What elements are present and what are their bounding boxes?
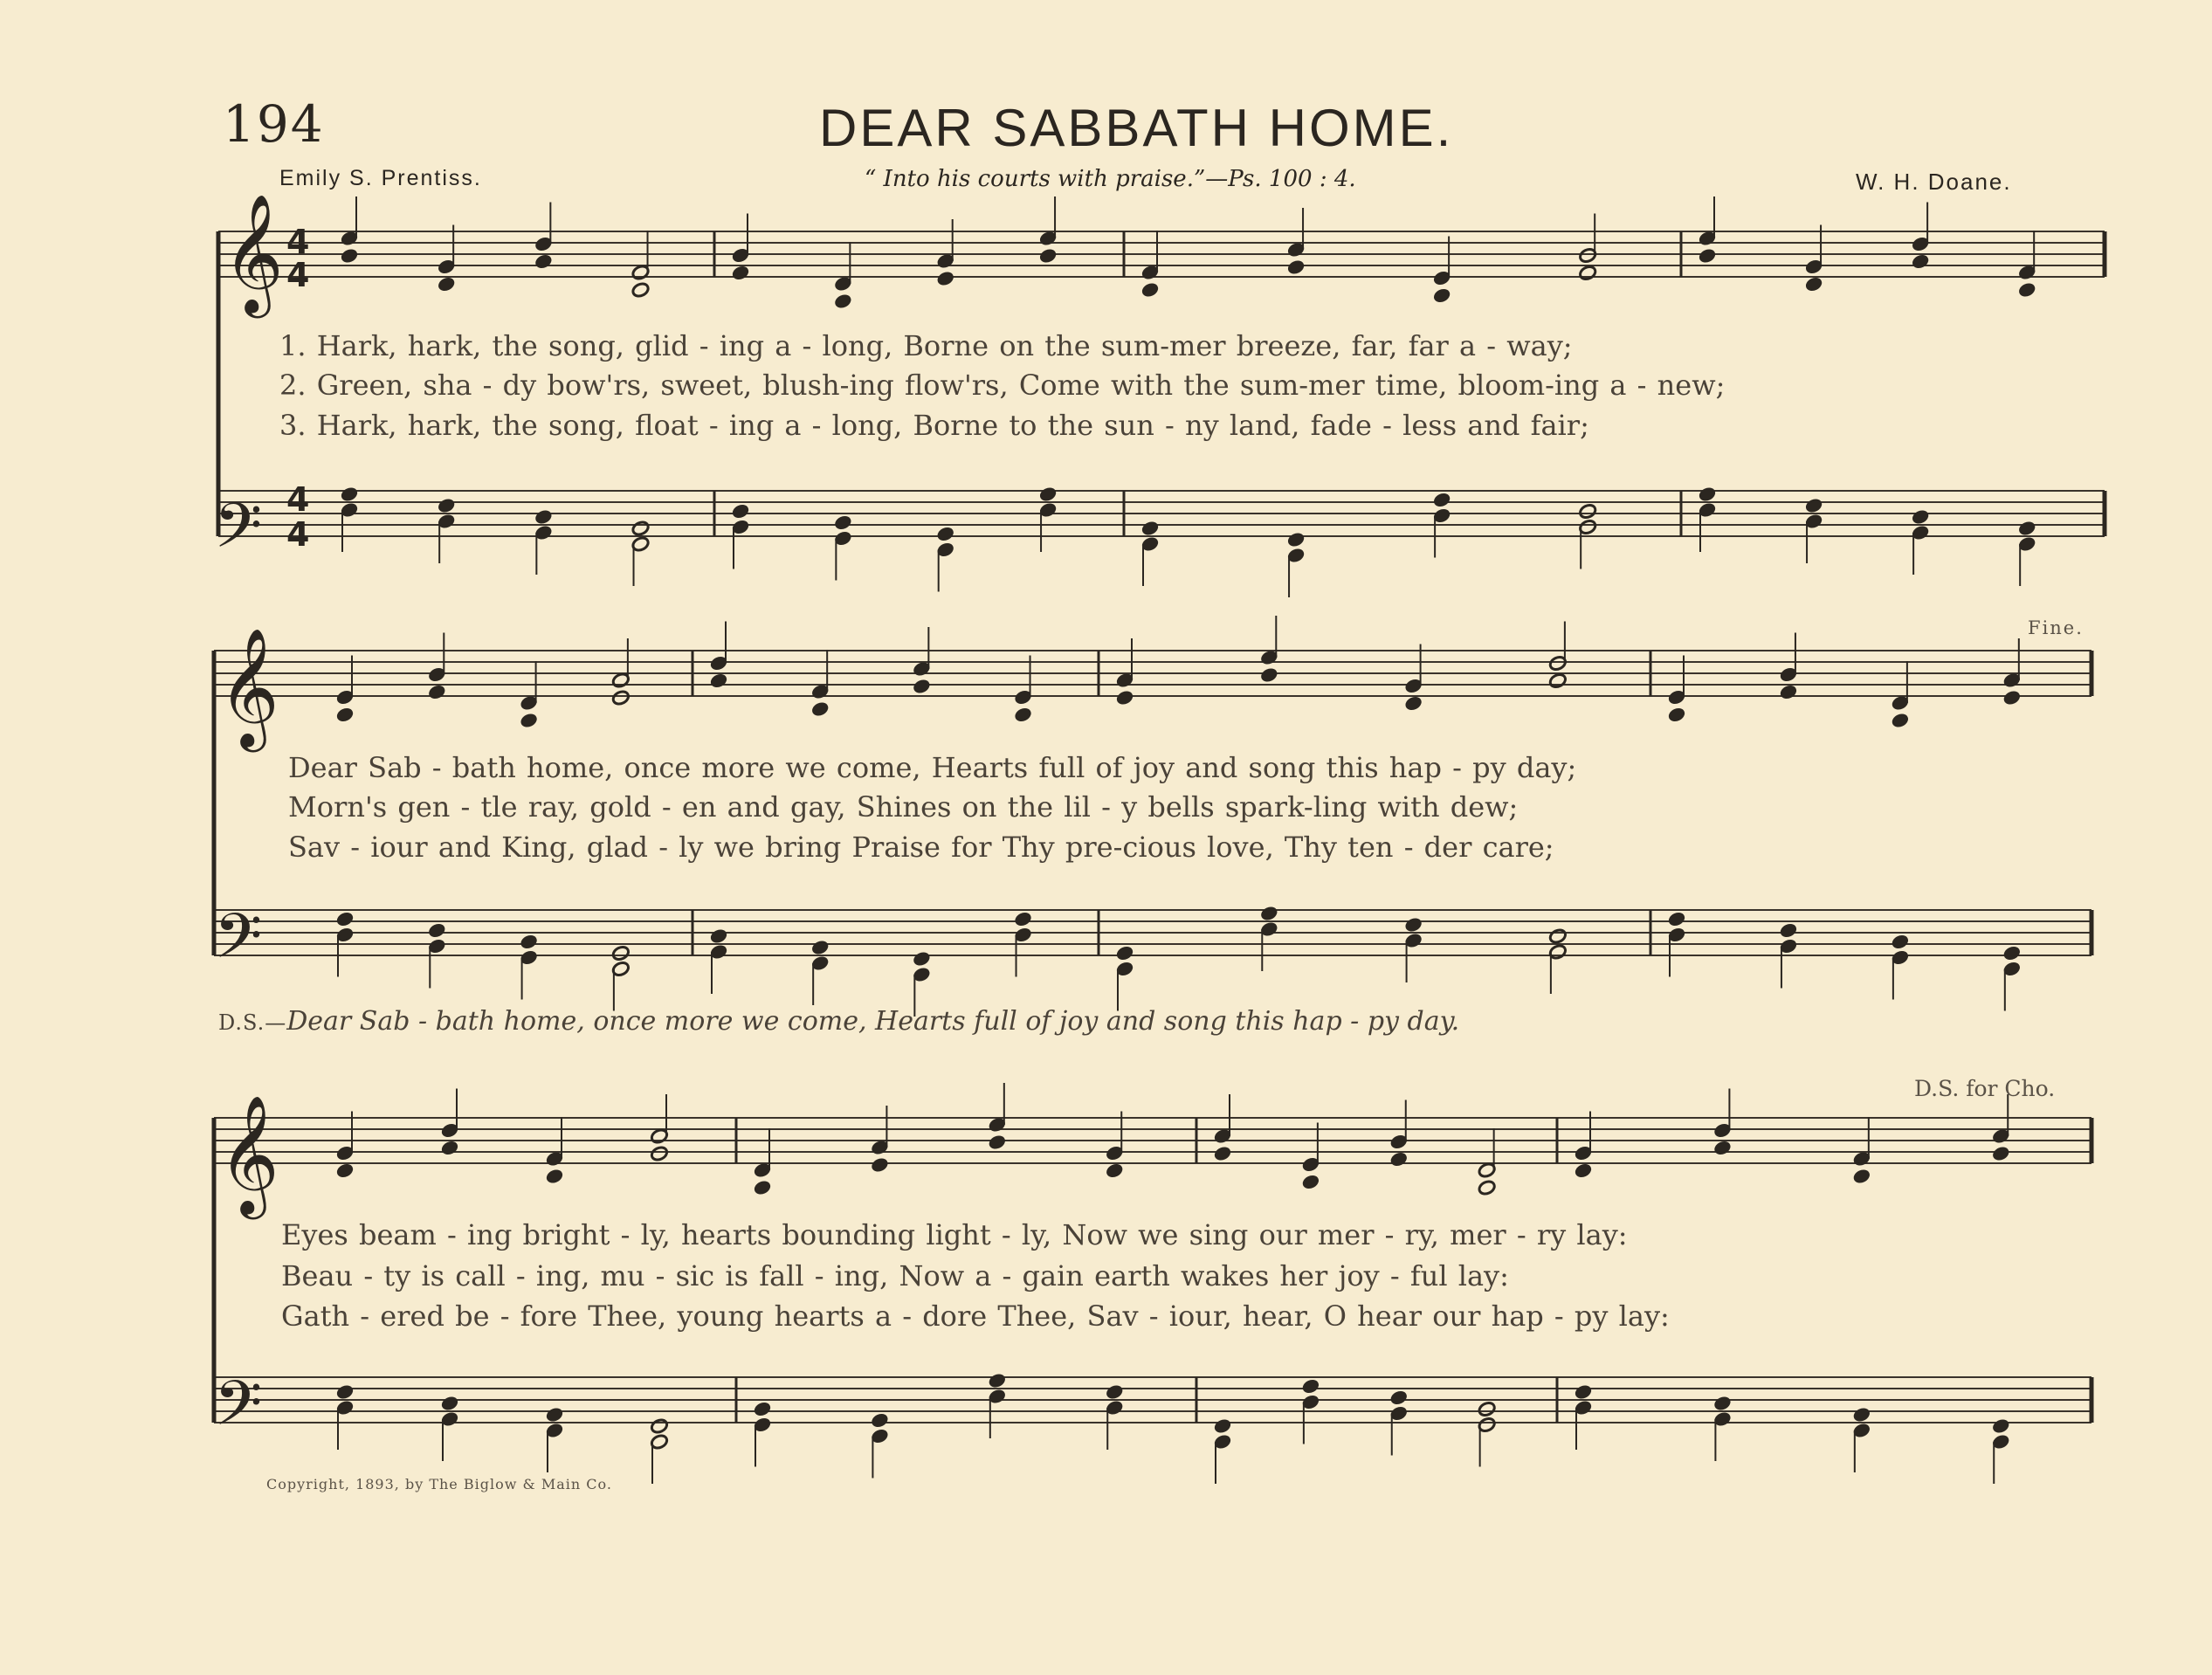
fine-marker: Fine. [2028, 617, 2084, 638]
note-head [1852, 1406, 1871, 1423]
ds-for-chorus: D.S. for Cho. [1914, 1076, 2056, 1101]
page-number: 194 [223, 94, 325, 154]
note-head [1140, 281, 1160, 298]
note-head [1578, 265, 1597, 281]
note-head [335, 1383, 355, 1400]
note-head [340, 247, 359, 264]
bass-clef-icon: 𝄢 [214, 490, 263, 577]
note-head [335, 1162, 355, 1179]
treble-clef-icon: 𝄞 [218, 1093, 279, 1214]
hymn-title: DEAR SABBATH HOME. [819, 99, 1454, 157]
verse-line: 2. Green, sha - dy bow'rs, sweet, blush-ing flow'rs, Come with the sum-mer time, bloom-ing a - new; [279, 369, 1726, 402]
note-head [810, 939, 830, 955]
verse-line: Morn's gen - tle ray, gold - en and gay, Shines on the lil - y bells spark-ling with dew; [288, 790, 1519, 824]
note-head [1213, 1145, 1232, 1161]
note-head [2002, 945, 2022, 962]
note-head [1852, 1168, 1871, 1184]
time-sig-bottom: 4 [286, 256, 310, 294]
note-head [1115, 689, 1134, 706]
note-head [1698, 247, 1717, 264]
note-head [1213, 1417, 1232, 1434]
note-head [1991, 1145, 2010, 1161]
note-head [988, 1372, 1007, 1389]
note-head [1804, 497, 1823, 514]
note-head [2017, 281, 2036, 298]
note-head [520, 934, 539, 950]
note-head [1105, 1383, 1124, 1400]
note-head [534, 253, 553, 270]
author-credit: Emily S. Prentiss. [279, 166, 482, 190]
note-head [335, 707, 355, 723]
note-head [631, 281, 651, 298]
treble-clef-icon: 𝄞 [223, 192, 284, 313]
note-head [1991, 1417, 2010, 1434]
note-head [731, 265, 750, 281]
note-head [520, 712, 539, 728]
note-head [1713, 1140, 1733, 1156]
note-head [810, 700, 830, 717]
composer-credit: W. H. Doane. [1856, 169, 2012, 195]
note-head [1432, 492, 1451, 508]
note-head [2017, 520, 2036, 536]
bass-clef-icon: 𝄢 [214, 900, 263, 988]
note-head [1014, 911, 1033, 927]
note-head [1548, 927, 1568, 944]
time-sig-top: 4 [286, 223, 310, 261]
note-head [1432, 287, 1451, 304]
note-head [1259, 666, 1278, 683]
note-head [611, 689, 631, 706]
note-head [1140, 520, 1160, 536]
note-head [1014, 707, 1033, 723]
note-head [427, 922, 446, 939]
note-head [1911, 253, 1930, 270]
note-head [1286, 531, 1306, 548]
note-head [936, 526, 955, 542]
note-head [650, 1417, 669, 1434]
verse-line: 3. Hark, hark, the song, float - ing a - long, Borne to the sun - ny land, fade - less and fair; [279, 409, 1589, 442]
note-head [871, 1156, 890, 1173]
verse-line: Sav - iour and King, glad - ly we bring Praise for Thy pre-cious love, Thy ten - der care; [288, 831, 1554, 864]
note-head [340, 486, 359, 502]
note-head [440, 1395, 459, 1411]
note-head [545, 1406, 564, 1423]
note-head [1259, 905, 1278, 921]
note-head [1404, 916, 1423, 933]
note-head [871, 1412, 890, 1429]
note-head [534, 508, 553, 525]
verse-line: 1. Hark, hark, the song, glid - ing a - long, Borne on the sum-mer breeze, far, far a - way; [279, 329, 1573, 362]
note-head [1389, 1389, 1409, 1406]
note-head [1301, 1378, 1320, 1395]
note-head [1038, 247, 1058, 264]
chorus-line: Eyes beam - ing bright - ly, hearts bounding light - ly, Now we sing our mer - ry, mer - ry lay: [281, 1218, 1628, 1251]
note-head [1667, 707, 1686, 723]
note-head [936, 270, 955, 286]
copyright-notice: Copyright, 1893, by The Biglow & Main Co. [266, 1476, 612, 1492]
note-head [1105, 1162, 1124, 1179]
note-head [427, 684, 446, 700]
note-head [437, 497, 456, 514]
note-head [1779, 922, 1798, 939]
note-head [545, 1168, 564, 1184]
note-head [753, 1179, 772, 1196]
note-head [335, 911, 355, 927]
note-head [912, 678, 931, 694]
note-head [731, 503, 750, 520]
note-head [1891, 712, 1910, 728]
note-head [1478, 1401, 1497, 1417]
note-head [2002, 689, 2022, 706]
note-head [709, 672, 728, 689]
note-head [1389, 1151, 1409, 1168]
note-head [833, 293, 852, 309]
note-head [1574, 1383, 1593, 1400]
note-head [611, 945, 631, 962]
note-head [709, 927, 728, 944]
verse-line: Dear Sab - bath home, once more we come, Hearts full of joy and song this hap - py day; [288, 751, 1577, 784]
note-head [1404, 695, 1423, 712]
ds-text: Dear Sab - bath home, once more we come, Hearts full of joy and song this hap - py day. [286, 1006, 1460, 1037]
note-head [1713, 1395, 1733, 1411]
chorus-line: Gath - ered be - fore Thee, young hearts a - dore Thee, Sav - iour, hear, O hear our hap - py lay: [281, 1299, 1670, 1333]
note-head [1301, 1174, 1320, 1190]
note-head [631, 520, 651, 536]
time-sig-bottom-bass: 4 [286, 515, 310, 554]
scripture-reference: “ Into his courts with praise.”—Ps. 100 : 4. [865, 166, 1356, 192]
note-head [437, 276, 456, 293]
note-head [753, 1401, 772, 1417]
note-head [912, 950, 931, 967]
ds-prefix: D.S.— [218, 1010, 287, 1035]
note-head [1667, 911, 1686, 927]
note-head [1891, 934, 1910, 950]
note-head [1478, 1179, 1497, 1196]
treble-clef-icon: 𝄞 [218, 626, 279, 747]
note-head [1548, 672, 1568, 689]
note-head [1911, 508, 1930, 525]
chorus-line: Beau - ty is call - ing, mu - sic is fall - ing, Now a - gain earth wakes her joy - ful lay: [281, 1259, 1509, 1292]
note-head [1779, 684, 1798, 700]
note-head [1578, 503, 1597, 520]
note-head [988, 1134, 1007, 1150]
time-sig-top-bass: 4 [286, 480, 310, 519]
note-head [650, 1145, 669, 1161]
note-head [1038, 486, 1058, 502]
bass-clef-icon: 𝄢 [214, 1368, 263, 1455]
note-head [1574, 1162, 1593, 1179]
ds-line [218, 1006, 1459, 1037]
note-head [833, 514, 852, 531]
note-head [1286, 258, 1306, 275]
note-head [1698, 486, 1717, 502]
note-head [1115, 945, 1134, 962]
note-head [1804, 276, 1823, 293]
note-head [440, 1140, 459, 1156]
